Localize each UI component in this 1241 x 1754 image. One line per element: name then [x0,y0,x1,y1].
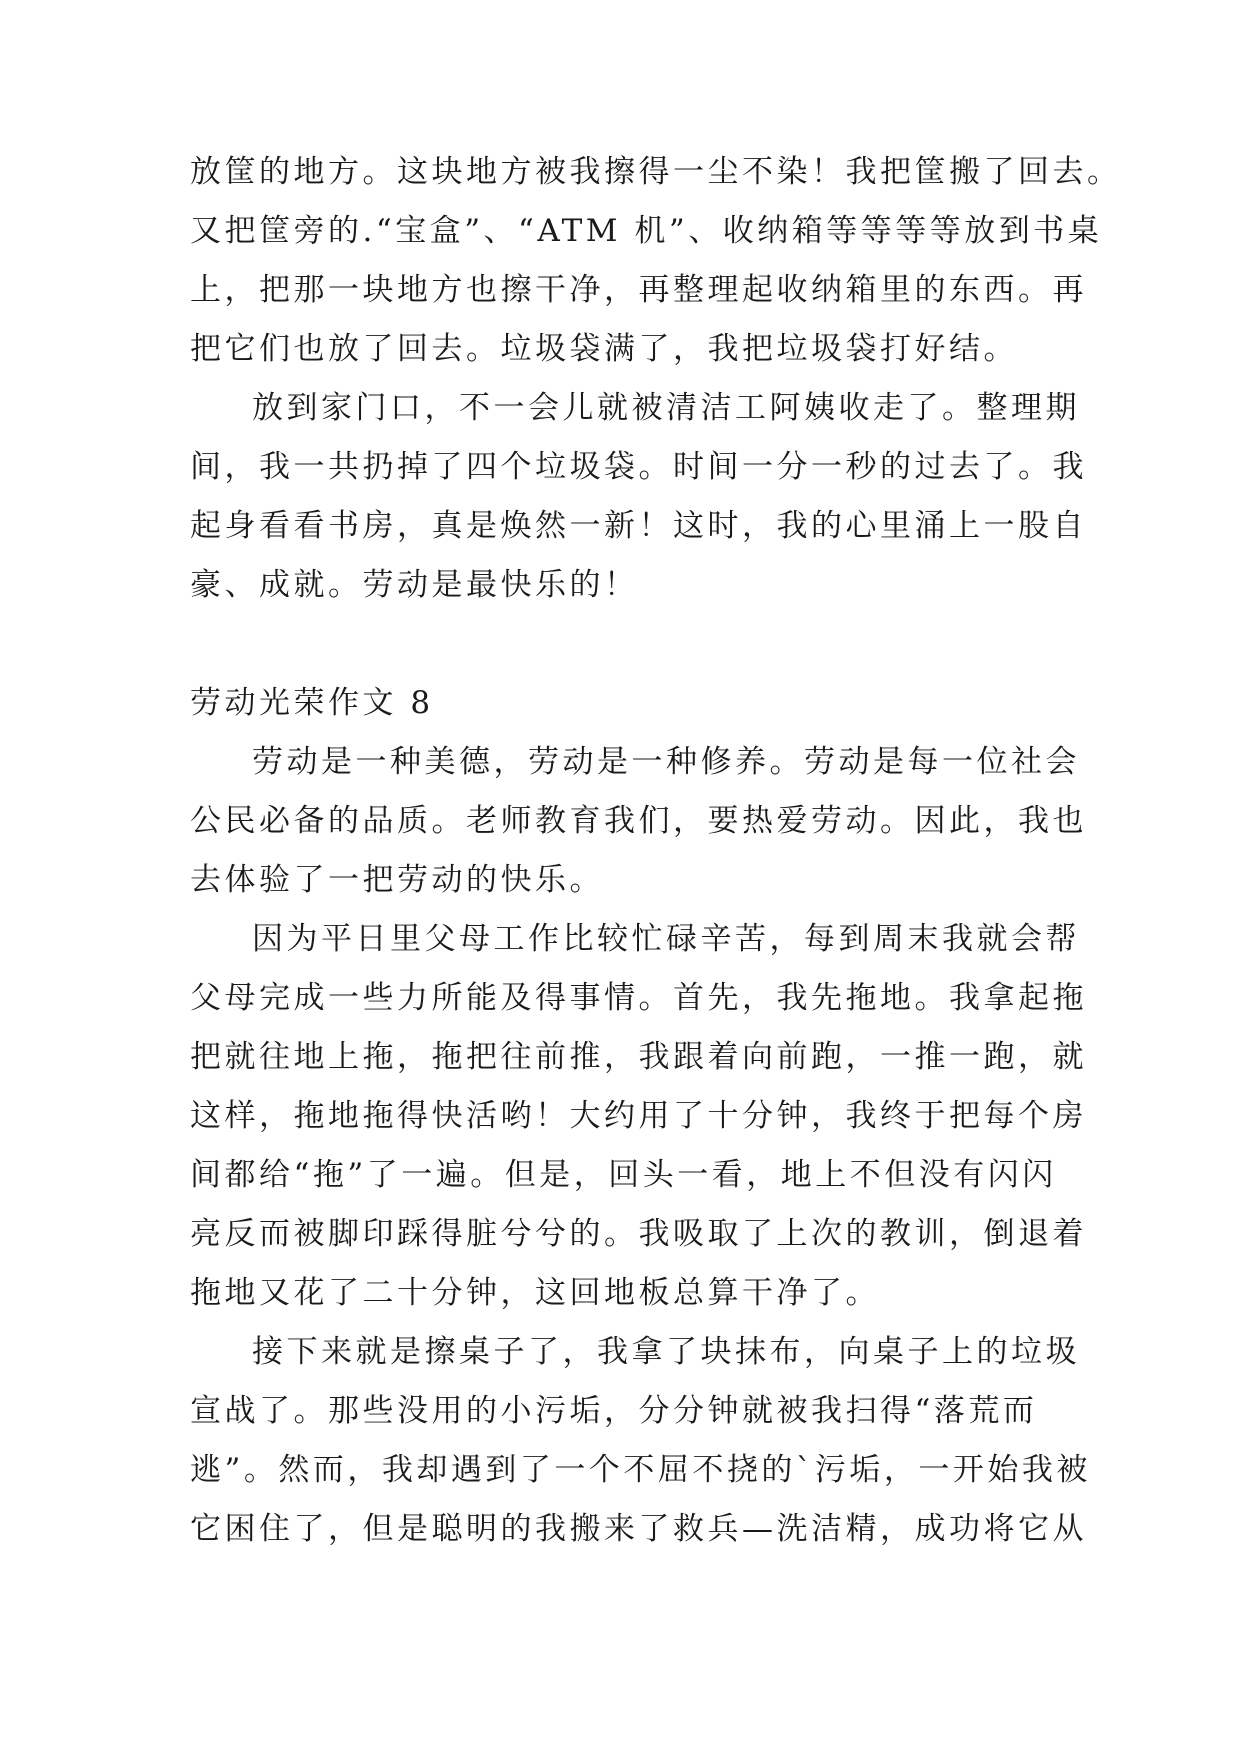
text-line: 豪、成就。劳动是最快乐的！ [190,567,639,603]
text-line: 间都给“拖”了一遍。但是，回头一看，地上不但没有闪闪 [190,1157,1057,1193]
text-line: 把就往地上拖，拖把往前推，我跟着向前跑，一推一跑，就 [190,1039,1087,1075]
text-line: 父母完成一些力所能及得事情。首先，我先拖地。我拿起拖 [190,980,1087,1016]
text-line: 拖地又花了二十分钟，这回地板总算干净了。 [190,1275,880,1311]
text-line: 起身看看书房，真是焕然一新！这时，我的心里涌上一股自 [190,508,1087,544]
text-line: 公民必备的品质。老师教育我们，要热爱劳动。因此，我也 [190,803,1087,839]
text-line: 亮反而被脚印踩得脏兮兮的。我吸取了上次的教训，倒退着 [190,1216,1087,1252]
text-line: 放筐的地方。这块地方被我擦得一尘不染！我把筐搬了回去。 [190,154,1122,190]
text-line: 把它们也放了回去。垃圾袋满了，我把垃圾袋打好结。 [190,331,1018,367]
text-line: 因为平日里父母工作比较忙碌辛苦，每到周末我就会帮 [252,921,1080,957]
essay-title: 劳动光荣作文 8 [190,685,434,721]
text-line: 宣战了。那些没用的小污垢，分分钟就被我扫得“落荒而 [190,1393,1038,1429]
text-line: 去体验了一把劳动的快乐。 [190,862,604,898]
text-line: 它困住了，但是聪明的我搬来了救兵—洗洁精，成功将它从 [190,1511,1087,1547]
text-line: 上，把那一块地方也擦干净，再整理起收纳箱里的东西。再 [190,272,1087,308]
text-line: 又把筐旁的.“宝盒”、“ATM 机”、收纳箱等等等等放到书桌 [190,213,1103,249]
text-line: 间，我一共扔掉了四个垃圾袋。时间一分一秒的过去了。我 [190,449,1087,485]
text-line: 劳动是一种美德，劳动是一种修养。劳动是每一位社会 [252,744,1080,780]
text-line: 这样，拖地拖得快活哟！大约用了十分钟，我终于把每个房 [190,1098,1087,1134]
text-line: 逃”。然而，我却遇到了一个不屈不挠的`污垢，一开始我被 [190,1452,1091,1488]
text-line: 接下来就是擦桌子了，我拿了块抹布，向桌子上的垃圾 [252,1334,1080,1370]
text-line: 放到家门口，不一会儿就被清洁工阿姨收走了。整理期 [252,390,1080,426]
